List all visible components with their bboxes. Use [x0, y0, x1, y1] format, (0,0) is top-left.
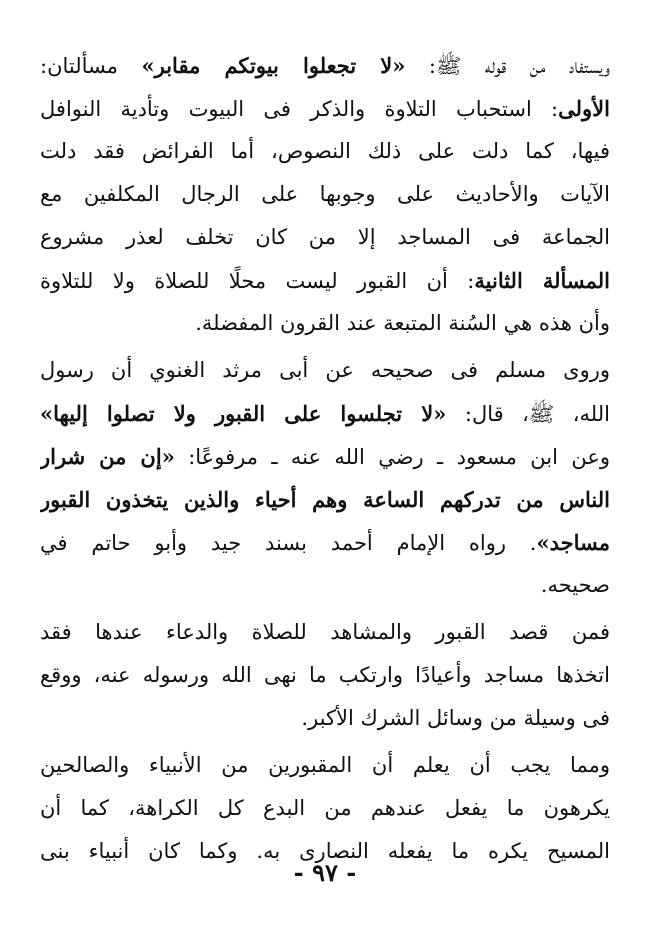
text-line: [40, 44, 610, 87]
text-line: [40, 435, 610, 478]
bold-text-run: الناس من تدركهم الساعة وهم أحياء والذين يتخذون القبور: [40, 487, 610, 512]
text-run: وأن هذه هي السُنة المتبعة عند القرون المفضلة.: [195, 311, 610, 335]
text-line: [40, 302, 610, 345]
text-line: [40, 87, 610, 130]
text-line: [40, 611, 610, 654]
bold-text-run: مساجد»: [536, 530, 610, 555]
text-run: يكرهون ما يفعل عندهم من البدع كل الكراهة، كما أن: [40, 796, 610, 820]
bold-text-run: المسألة الثانية: [474, 268, 610, 293]
text-line: [40, 787, 610, 830]
text-run: فى وسيلة من وسائل الشرك الأكبر.: [301, 706, 610, 730]
text-run: : أن القبور ليست محلًا للصلاة ولا للتلاوة: [40, 269, 475, 293]
text-line: [40, 478, 610, 521]
text-line: [40, 130, 610, 173]
text-line: [40, 392, 610, 435]
text-run: ويستفاد من قوله ﷺ:: [405, 54, 610, 78]
text-run: الجماعة فى المساجد إلا من كان تخلف لعذر مشروع: [40, 225, 610, 249]
text-run: . رواه الإمام أحمد بسند جيد وأبو حاتم في: [40, 531, 537, 555]
text-run: صحيحه.: [540, 573, 610, 597]
page-body: [40, 44, 610, 902]
text-run: وروى مسلم فى صحيحه عن أبى مرثد الغنوي أن رسول: [40, 358, 610, 382]
text-run: وعن ابن مسعود ـ رضي الله عنه ـ مرفوعًا:: [174, 445, 610, 469]
text-run: فمن قصد القبور والمشاهد للصلاة والدعاء عندها فقد: [40, 620, 610, 644]
text-line: [40, 744, 610, 787]
text-run: الله، ﷺ، قال:: [446, 402, 610, 426]
text-line: [40, 259, 610, 302]
bold-text-run: «لا تجعلوا بيوتكم مقابر»: [141, 53, 406, 78]
text-line: [40, 349, 610, 392]
text-run: الآيات والأحاديث على وجوبها على الرجال المكلفين مع: [40, 182, 610, 206]
text-run: اتخذها مساجد وأعيادًا وارتكب ما نهى الله ورسوله عنه، ووقع: [40, 663, 610, 687]
text-run: المسيح يكره ما يفعله النصارى به. وكما كان أنبياء بنى: [40, 839, 610, 863]
text-line: [40, 564, 610, 607]
text-run: مسألتان:: [40, 54, 142, 78]
bold-text-run: الأولى: [558, 96, 610, 121]
text-line: [40, 654, 610, 697]
bold-text-run: «إن من شرار: [40, 444, 175, 469]
text-line: [40, 521, 610, 564]
text-run: : استحباب التلاوة والذكر فى البيوت وتأدية النوافل: [40, 97, 559, 121]
text-line: [40, 216, 610, 259]
text-run: ومما يجب أن يعلم أن المقبورين من الأنبياء والصالحين: [40, 753, 610, 777]
text-run: فيها، كما دلت على ذلك النصوص، أما الفرائض فقد دلت: [40, 139, 610, 163]
text-line: [40, 697, 610, 740]
text-line: [40, 173, 610, 216]
bold-text-run: «لا تجلسوا على القبور ولا تصلوا إليها»: [40, 401, 447, 426]
page-number: - ٩٧ -: [293, 858, 357, 887]
